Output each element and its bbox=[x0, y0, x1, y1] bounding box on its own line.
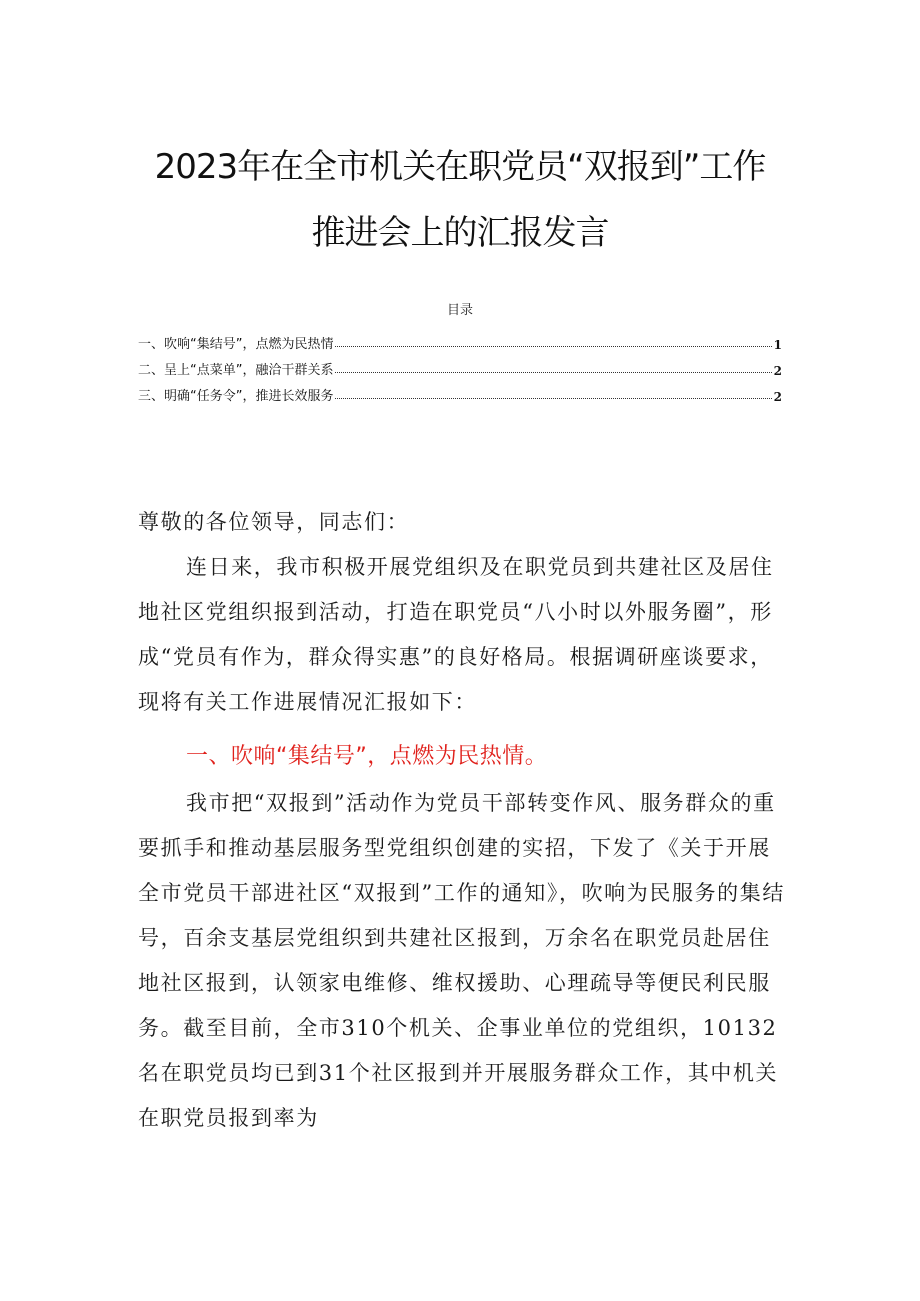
toc-entry-3[interactable] bbox=[138, 378, 782, 404]
toc-dot-leader bbox=[335, 372, 771, 373]
salutation: 尊敬的各位领导，同志们： bbox=[138, 510, 410, 534]
paragraph-intro: 连日来，我市积极开展党组织及在职党员到共建社区及居住地社区党组织报到活动，打造在职党员“八小时以外服务圈”，形成“党员有作为，群众得实惠”的良好格局。根据调研座谈要求，现将有关工作进展情况汇报如下： bbox=[138, 555, 774, 714]
toc-entry-page: 2 bbox=[773, 364, 782, 378]
toc-dot-leader bbox=[335, 346, 771, 347]
toc-entry-page: 1 bbox=[773, 338, 782, 352]
document-title-line-1: 2023年在全市机关在职党员“双报到”工作 bbox=[154, 147, 766, 187]
toc-heading: 目录 bbox=[446, 303, 473, 318]
toc-dot-leader bbox=[335, 398, 771, 399]
toc-entry-label: 三、明确“任务令”，推进长效服务 bbox=[138, 389, 334, 404]
toc-entry-1[interactable] bbox=[138, 326, 782, 352]
toc-entry-label: 一、吹响“集结号”，点燃为民热情 bbox=[138, 337, 334, 352]
section-heading-1: 一、吹响“集结号”，点燃为民热情。 bbox=[186, 744, 548, 769]
toc-entry-2[interactable] bbox=[138, 352, 782, 378]
toc-entry-page: 2 bbox=[773, 390, 782, 404]
table-of-contents bbox=[138, 326, 782, 404]
paragraph-section-1: 我市把“双报到”活动作为党员干部转变作风、服务群众的重要抓手和推动基层服务型党组织创建的实招，下发了《关于开展全市党员干部进社区“双报到”工作的通知》，吹响为民服务的集结号，百余支基层党组织到共建社区报到，万余名在职党员赴居住地社区报到，认领家电维修、维权援助、心理疏导等便民利民服务。截至目前，全市310个机关、企事业单位的党组织，10132名在职党员均已到31个社区报到并开展服务群众工作，其中机关在职党员报到率为 bbox=[138, 791, 785, 1130]
document-title-line-2: 推进会上的汇报发言 bbox=[311, 213, 609, 253]
toc-entry-label: 二、呈上“点菜单”，融洽干群关系 bbox=[138, 363, 334, 378]
